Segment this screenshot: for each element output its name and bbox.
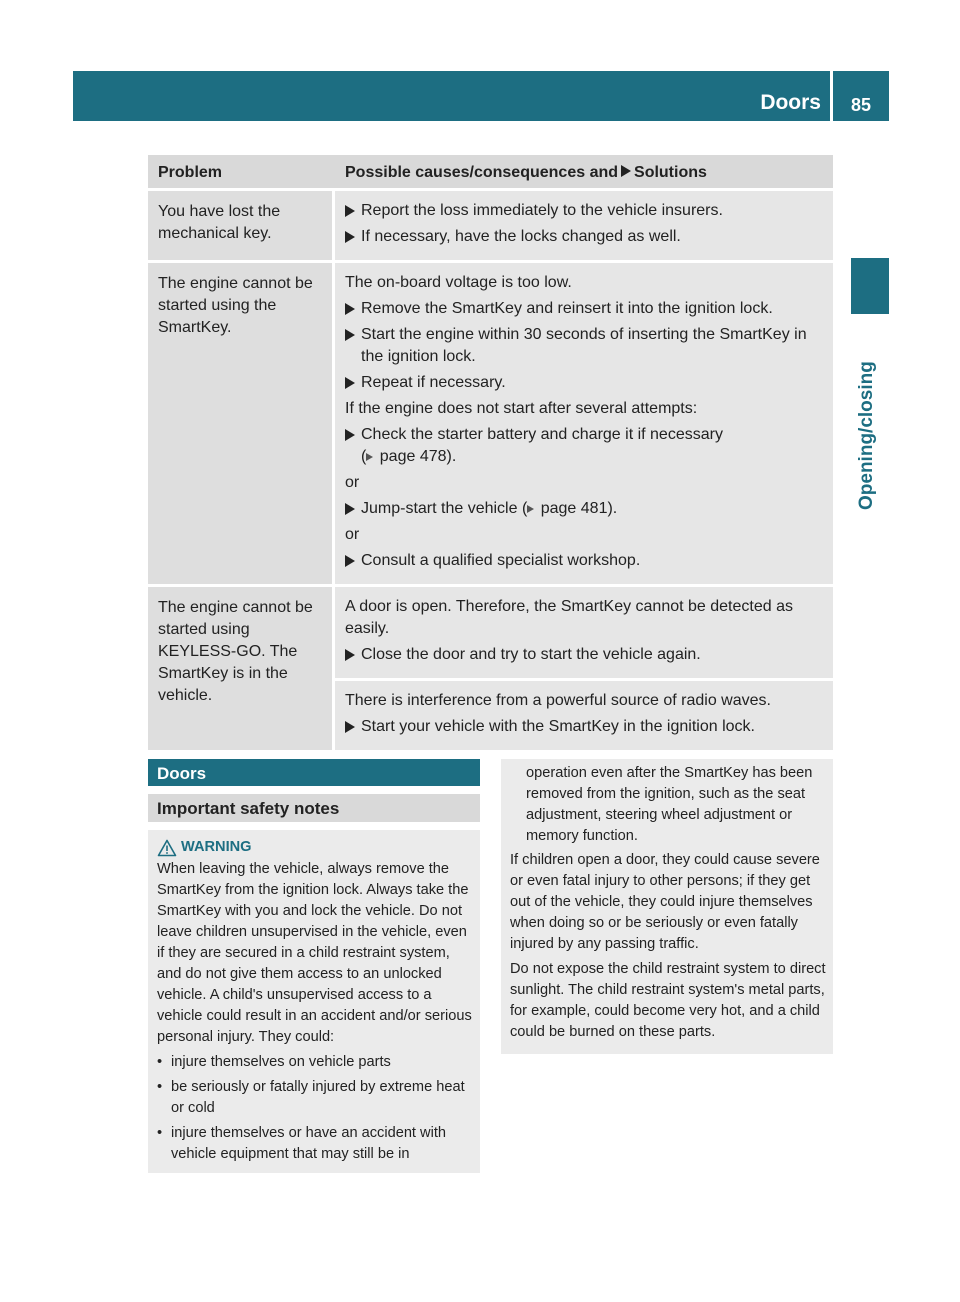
arrow-right-icon bbox=[621, 165, 631, 177]
list-item-text: injure themselves on vehicle parts bbox=[171, 1054, 391, 1070]
table-header-row bbox=[148, 155, 833, 188]
page-reference-link[interactable]: page 478). bbox=[379, 448, 457, 465]
list-item bbox=[157, 1077, 474, 1119]
column-header-problem: Problem bbox=[158, 164, 223, 181]
step-text: Consult a qualified specialist workshop. bbox=[361, 552, 641, 569]
warning-label: WARNING bbox=[181, 839, 252, 855]
step-arrow-icon bbox=[345, 377, 355, 389]
warning-paragraph: Do not expose the child restraint system to direct sunlight. The child restraint system's metal parts, for example, could become very hot, and a child could be burned on these parts. bbox=[510, 961, 826, 1040]
step-text: If necessary, have the locks changed as well. bbox=[361, 228, 681, 245]
step-arrow-icon bbox=[345, 205, 355, 217]
step-text: Jump-start the vehicle ( page 481). bbox=[361, 500, 618, 517]
step-text: Repeat if necessary. bbox=[361, 374, 506, 391]
bullet-icon: • bbox=[157, 1054, 163, 1070]
step-text: Check the starter battery and charge it if necessary ( page 478). bbox=[361, 426, 723, 465]
cause-text: There is interference from a powerful source of radio waves. bbox=[345, 692, 771, 709]
page-ref-icon bbox=[366, 453, 373, 461]
page-number: 85 bbox=[850, 95, 871, 115]
header-divider bbox=[830, 71, 833, 121]
chapter-tab bbox=[851, 258, 889, 314]
doors-section bbox=[148, 759, 480, 1173]
step-text: Remove the SmartKey and reinsert it into the ignition lock. bbox=[361, 300, 773, 317]
list-item-text: injure themselves or have an accident with vehicle equipment that may still be in bbox=[171, 1125, 446, 1162]
solution-cell bbox=[335, 681, 833, 750]
page-ref-icon bbox=[527, 505, 534, 513]
warning-box bbox=[148, 830, 480, 1173]
table-row bbox=[148, 263, 833, 584]
warning-paragraph: If children open a door, they could cause severe or even fatal injury to other persons; if they get out of the vehicle, they could injure themselves when doing so or be seriously or even fatally injured by any passing traffic. bbox=[510, 852, 820, 952]
section-title: Doors bbox=[760, 91, 821, 114]
step-arrow-icon bbox=[345, 231, 355, 243]
bullet-icon: • bbox=[157, 1079, 163, 1095]
warning-box-continued bbox=[501, 759, 833, 1054]
column-header-solutions-label: Solutions bbox=[634, 164, 707, 181]
step-text: Start the engine within 30 seconds of inserting the SmartKey in the ignition lock. bbox=[361, 326, 807, 365]
list-item-continued: operation even after the SmartKey has been removed from the ignition, such as the seat adjustment, steering wheel adjustment or memory function. bbox=[526, 765, 813, 844]
step-text: Close the door and try to start the vehicle again. bbox=[361, 646, 701, 663]
step-arrow-icon bbox=[345, 429, 355, 441]
list-item bbox=[157, 1052, 474, 1073]
chapter-label: Opening/closing bbox=[856, 361, 877, 510]
or-text: or bbox=[345, 474, 360, 491]
step-text: Start your vehicle with the SmartKey in the ignition lock. bbox=[361, 718, 755, 735]
step-arrow-icon bbox=[345, 329, 355, 341]
step-arrow-icon bbox=[345, 721, 355, 733]
cause-text: A door is open. Therefore, the SmartKey cannot be detected as easily. bbox=[345, 598, 793, 637]
solution-cell bbox=[335, 587, 833, 678]
section-heading: Doors bbox=[148, 759, 480, 786]
step-text: Report the loss immediately to the vehicle insurers. bbox=[361, 202, 723, 219]
solution-cell bbox=[335, 263, 833, 584]
problem-cell: The engine cannot be started using KEYLESS-GO. The SmartKey is in the vehicle. bbox=[148, 587, 332, 750]
step-arrow-icon bbox=[345, 503, 355, 515]
list-item-text: be seriously or fatally injured by extreme heat or cold bbox=[171, 1079, 465, 1116]
list-item bbox=[157, 1123, 474, 1165]
or-text: or bbox=[345, 526, 360, 543]
warning-triangle-icon bbox=[157, 839, 177, 857]
column-header-solutions-text: Possible causes/consequences and bbox=[345, 164, 619, 181]
page-header bbox=[73, 71, 889, 121]
step-arrow-icon bbox=[345, 555, 355, 567]
step-arrow-icon bbox=[345, 303, 355, 315]
cause-text: The on-board voltage is too low. bbox=[345, 274, 572, 291]
warning-text: When leaving the vehicle, always remove the SmartKey from the ignition lock. Always take the SmartKey with you and lock the vehicle. Do not leave children unsupervised in the vehicle, even if they are secured in a child restraint system, and do not give them access to an unlocked vehicle. A child's unsupervised access to a vehicle could result in an accident and/or serious personal injury. They could: bbox=[157, 861, 472, 1045]
problem-cell: You have lost the mechanical key. bbox=[148, 191, 332, 260]
table-row bbox=[148, 587, 833, 750]
bullet-icon: • bbox=[157, 1125, 163, 1141]
page-reference-link[interactable]: page 481). bbox=[540, 500, 618, 517]
note-text: If the engine does not start after several attempts: bbox=[345, 400, 698, 417]
table-row bbox=[148, 191, 833, 260]
step-arrow-icon bbox=[345, 649, 355, 661]
problem-cell: The engine cannot be started using the SmartKey. bbox=[148, 263, 332, 584]
column-header-solutions bbox=[335, 155, 833, 188]
troubleshooting-table bbox=[148, 155, 833, 750]
warning-title bbox=[157, 837, 474, 858]
solution-cell bbox=[335, 191, 833, 260]
subsection-heading: Important safety notes bbox=[148, 794, 480, 822]
